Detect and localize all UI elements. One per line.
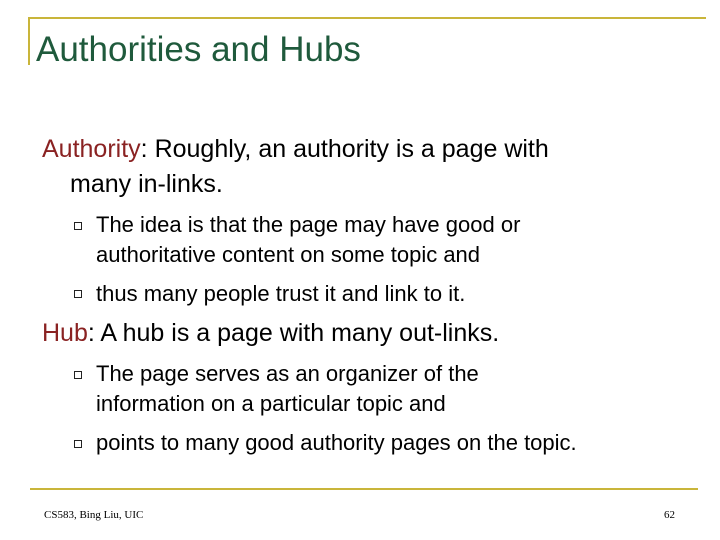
hub-bullet-1-line1: The page serves as an organizer of the (96, 361, 479, 386)
frame-left-rule (28, 17, 30, 65)
hub-bullet-1-line2: information on a particular topic and (96, 391, 446, 416)
authority-definition-line2: many in-links. (70, 170, 223, 198)
frame-top-rule (28, 17, 706, 19)
hub-bullet-2: points to many good authority pages on the topic. (96, 430, 577, 455)
hub-definition-text: : A hub is a page with many out-links. (87, 319, 500, 347)
authority-term: Authority (42, 135, 141, 163)
page-number: 62 (664, 509, 675, 521)
authority-definition-text: : Roughly, an authority is a page with (140, 135, 549, 163)
authority-bullet-1-line2: authoritative content on some topic and (96, 242, 481, 267)
square-bullet-icon (74, 290, 82, 298)
square-bullet-icon (74, 440, 82, 448)
slide-title: Authorities and Hubs (36, 30, 361, 69)
authority-bullet-2: thus many people trust it and link to it. (96, 281, 466, 306)
square-bullet-icon (74, 371, 82, 379)
square-bullet-icon (74, 222, 82, 230)
footer-rule (30, 488, 698, 490)
authority-bullet-1-line1: The idea is that the page may have good or (96, 212, 521, 237)
hub-term: Hub (42, 319, 88, 347)
footer-course-credit: CS583, Bing Liu, UIC (44, 509, 144, 521)
hub-definition (42, 318, 499, 348)
authority-definition-line1 (42, 134, 549, 164)
